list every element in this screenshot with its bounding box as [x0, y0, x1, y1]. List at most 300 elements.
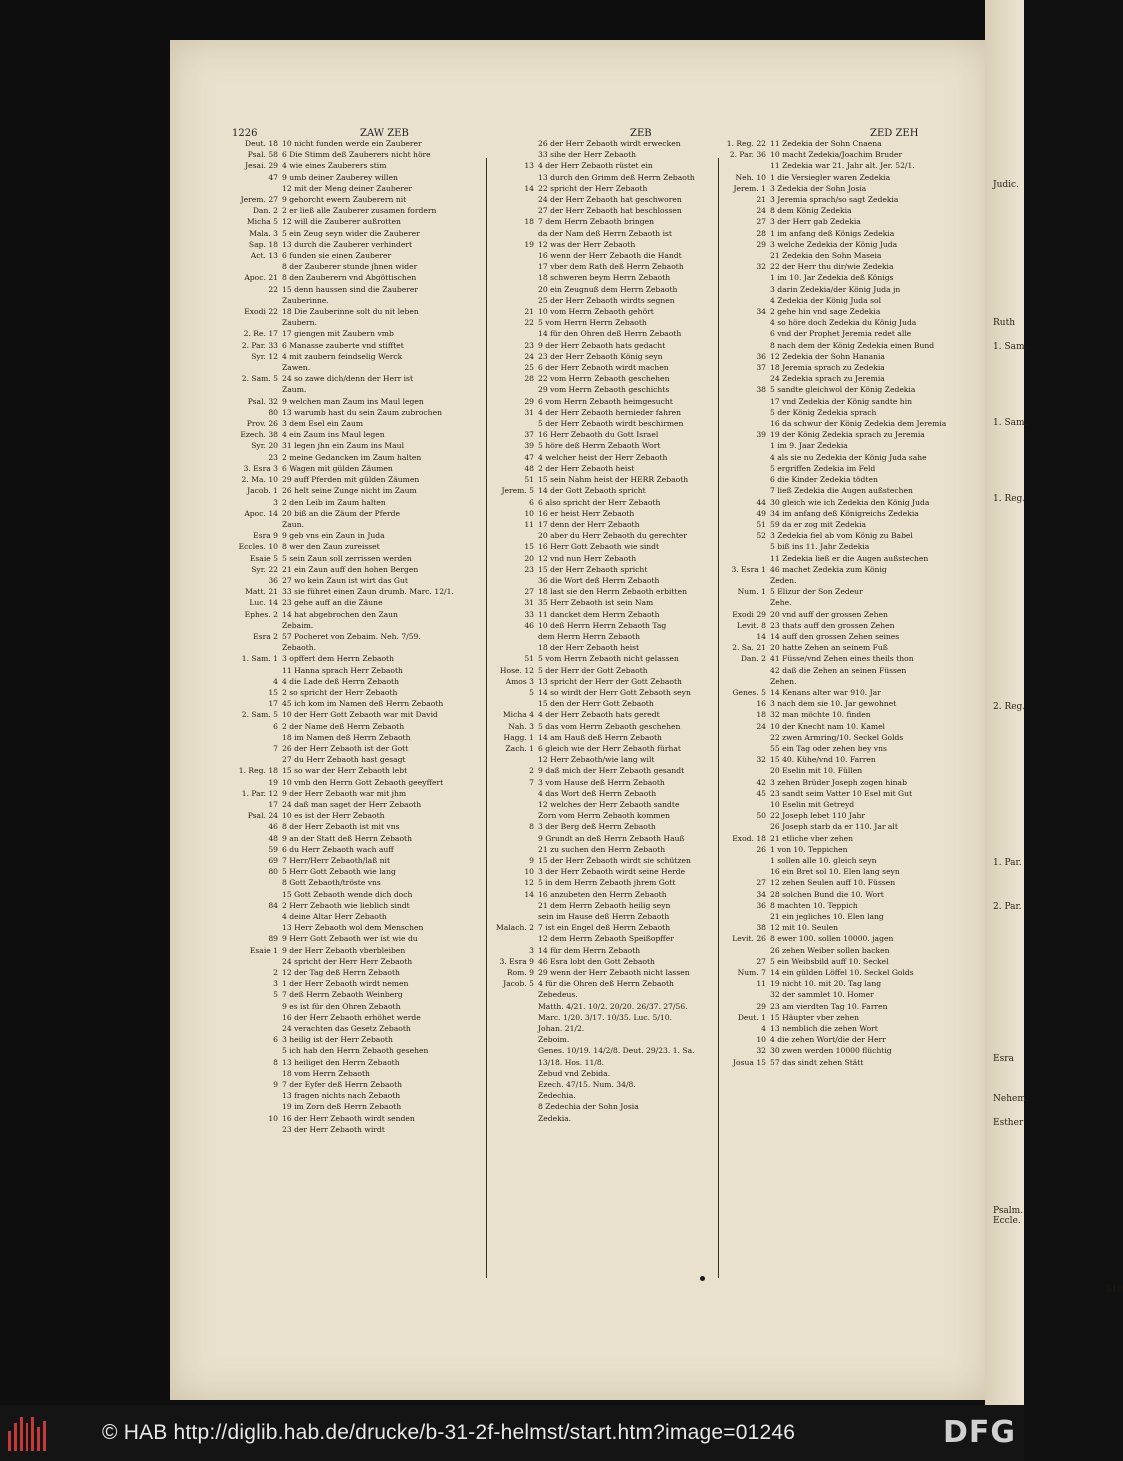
scripture-reference [488, 799, 538, 810]
entry-text: 4 so höre doch Zedekia du König Juda [770, 318, 917, 328]
entry-text: 3 Zedekia der Sohn Josia [770, 183, 867, 193]
entry-text: 11 Zedekia der Sohn Cnaena [770, 139, 882, 148]
index-entry [488, 497, 716, 508]
entry-text: 24 daß man saget der Herr Zebaoth [282, 799, 422, 809]
entry-text: Zeboim. [538, 1035, 570, 1045]
entry-text: 5 ein Weibsbild auff 10. Seckel [770, 956, 889, 966]
index-entry [488, 306, 716, 317]
entry-text: 5 der König Zedekia sprach [770, 407, 877, 417]
index-entry [232, 978, 484, 989]
scripture-reference: 23 [524, 340, 534, 350]
scripture-reference [232, 1101, 282, 1112]
index-entry [488, 754, 716, 765]
scripture-reference: Apoc. 21 [244, 273, 278, 283]
index-entry [488, 1034, 716, 1045]
index-entry [488, 1101, 716, 1112]
index-entry [488, 799, 716, 810]
scripture-reference: 2. Par. 33 [241, 340, 278, 350]
index-entry [488, 317, 716, 328]
index-entry [488, 877, 716, 888]
entry-text: 12 vnd nun Herr Zebaoth [538, 553, 637, 563]
entry-text: 15 so war der Herr Zebaoth lebt [282, 766, 408, 776]
index-entry [720, 328, 978, 339]
scripture-reference: 42 [756, 777, 766, 787]
entry-text: 21 Zedekia den Sohn Maseia [770, 251, 882, 261]
scripture-reference: Sap. 18 [248, 239, 278, 249]
facing-page-word: Nehem. [993, 1094, 1029, 1104]
index-entry [232, 945, 484, 956]
index-entry [232, 933, 484, 944]
entry-text: 21 zu suchen den Herrn Zebaoth [538, 844, 666, 854]
scripture-reference [720, 328, 770, 339]
entry-text: 24 so zawe dich/denn der Herr ist [282, 374, 414, 384]
index-entry [720, 384, 978, 395]
scripture-reference: 17 [268, 799, 278, 809]
index-entry [488, 900, 716, 911]
entry-text: 5 Elizur der Son Zedeur [770, 587, 863, 597]
entry-text: 32 man möchte 10. finden [770, 710, 871, 720]
index-entry [488, 631, 716, 642]
scripture-reference: 10 [524, 508, 534, 518]
index-entry [232, 911, 484, 922]
index-entry [232, 205, 484, 216]
entry-text: Zehe. [770, 598, 792, 608]
index-entry [232, 452, 484, 463]
scripture-reference: 21 [756, 195, 766, 205]
scripture-reference [488, 284, 538, 295]
scripture-reference [232, 384, 282, 395]
scripture-reference: Hose. 12 [499, 665, 534, 675]
scripture-reference: 12 [524, 878, 534, 888]
index-entry [720, 284, 978, 295]
scripture-reference [488, 295, 538, 306]
scripture-reference: Exodi 22 [244, 307, 278, 317]
index-entry [720, 676, 978, 687]
scripture-reference: Exod. 18 [732, 833, 766, 843]
index-entry [720, 553, 978, 564]
scripture-reference: 6 [273, 721, 278, 731]
entry-text: 20 hatte Zehen an seinem Fuß [770, 643, 888, 653]
scripture-reference [488, 698, 538, 709]
entry-text: 23 der Herr Zebaoth wirdt [282, 1124, 385, 1134]
index-entry [232, 642, 484, 653]
scripture-reference [488, 1023, 538, 1034]
entry-text: 3 dem Esel ein Zaum [282, 419, 364, 429]
index-entry [232, 284, 484, 295]
header-mid: ZEB [630, 128, 652, 139]
scripture-reference: Jesai. 29 [245, 161, 278, 171]
scripture-reference: Syr. 12 [251, 351, 278, 361]
index-entry [488, 418, 716, 429]
scripture-reference: 5 [529, 687, 534, 697]
scripture-reference [232, 732, 282, 743]
scripture-reference [488, 272, 538, 283]
entry-text: 12 welches der Herr Zebaoth sandte [538, 799, 680, 809]
index-entry [488, 855, 716, 866]
index-entry [488, 922, 716, 933]
scripture-reference [488, 261, 538, 272]
entry-text: 14 so wirdt der Herr Gott Zebaoth seyn [538, 687, 691, 697]
scripture-reference [720, 250, 770, 261]
entry-text: 26 der Herr Zebaoth ist der Gott [282, 743, 409, 753]
entry-text: 5 höre deß Herrn Zebaoth Wort [538, 441, 661, 451]
entry-text: 13 heiliget den Herrn Zebaoth [282, 1057, 400, 1067]
entry-text: 42 daß die Zehen an seinen Füssen [770, 665, 907, 675]
index-entry [720, 1057, 978, 1068]
scripture-reference [488, 844, 538, 855]
scripture-reference: 36 [756, 900, 766, 910]
entry-text: 11 Zedekia war 21. Jahr alt. Jer. 52/1. [770, 161, 915, 171]
index-entry [720, 844, 978, 855]
index-entry [488, 765, 716, 776]
scripture-reference: 89 [268, 934, 278, 944]
facing-page-word: Psalm. [993, 1206, 1024, 1216]
entry-text: 6 gleich wie der Herr Zebaoth fürhat [538, 743, 681, 753]
scripture-reference [720, 284, 770, 295]
index-entry [232, 922, 484, 933]
scripture-reference: 59 [268, 844, 278, 854]
index-entry [232, 440, 484, 451]
scripture-reference: 11 [756, 979, 766, 989]
scripture-reference: Psal. 32 [247, 396, 278, 406]
scripture-reference [488, 933, 538, 944]
index-entry [488, 978, 716, 989]
scripture-reference: 24 [756, 721, 766, 731]
entry-text: 6 funden sie einen Zauberer [282, 251, 392, 261]
index-entry [232, 1124, 484, 1135]
entry-text: 16 der Herr Zebaoth wirdt senden [282, 1113, 415, 1123]
scripture-reference: Apoc. 14 [244, 508, 278, 518]
index-entry [488, 620, 716, 631]
scripture-reference [720, 866, 770, 877]
facing-page-word: Esther [993, 1118, 1024, 1128]
entry-text: 5 vom Herrn Zebaoth nicht gelassen [538, 654, 679, 664]
entry-text: 5 vom Herrn Herrn Zebaoth [538, 318, 647, 328]
scripture-reference: 18 [524, 217, 534, 227]
entry-text: 13 spricht der Herr der Gott Zebaoth [538, 676, 682, 686]
header-left: ZAW ZEB [360, 128, 409, 139]
index-entry [488, 833, 716, 844]
index-entry [232, 777, 484, 788]
index-entry [232, 799, 484, 810]
scripture-reference: 3 [273, 497, 278, 507]
index-entry [720, 351, 978, 362]
entry-text: 13 durch die Zauberer verhindert [282, 239, 413, 249]
scripture-reference [488, 418, 538, 429]
scripture-reference: Exodi 29 [732, 609, 766, 619]
index-entry [232, 732, 484, 743]
scripture-reference: 28 [524, 374, 534, 384]
entry-text: 9 umb deiner Zauberey willen [282, 172, 398, 182]
scripture-reference: 39 [756, 430, 766, 440]
entry-text: 16 anzubeten den Herrn Zebaoth [538, 889, 667, 899]
index-entry [720, 586, 978, 597]
index-entry [232, 328, 484, 339]
entry-text: 15 sein Nahm heist der HERR Zebaoth [538, 475, 689, 485]
index-entry [720, 967, 978, 978]
index-entry [488, 239, 716, 250]
facing-page-word: 1. Reg. [993, 494, 1026, 504]
index-entry [488, 440, 716, 451]
index-entry [488, 362, 716, 373]
scripture-reference: Rom. 9 [506, 968, 534, 978]
scripture-reference [720, 911, 770, 922]
entry-text: 9 daß mich der Herr Zebaoth gesandt [538, 766, 685, 776]
scripture-reference: 11 [524, 519, 534, 529]
scripture-reference [488, 911, 538, 922]
index-entry [720, 250, 978, 261]
scripture-reference [720, 989, 770, 1000]
index-entry [720, 541, 978, 552]
entry-text: 15 Häupter vber zehen [770, 1012, 860, 1022]
entry-text: 26 Joseph starb da er 110. Jar alt [770, 822, 898, 832]
index-entry [232, 833, 484, 844]
scripture-reference [488, 205, 538, 216]
scripture-reference: 25 [524, 363, 534, 373]
index-entry [232, 295, 484, 306]
entry-text: 8 ewer 100. sollen 10000. jagen [770, 934, 894, 944]
index-entry [488, 553, 716, 564]
index-entry [720, 317, 978, 328]
entry-text: 3 vom Hause deß Herrn Zebaoth [538, 777, 665, 787]
scripture-reference: 7 [529, 777, 534, 787]
scripture-reference [720, 160, 770, 171]
scripture-reference: 24 [756, 206, 766, 216]
index-entry [232, 272, 484, 283]
scripture-reference [488, 1090, 538, 1101]
index-entry [720, 340, 978, 351]
entry-text: 18 vom Herrn Zebaoth [282, 1068, 370, 1078]
index-entry [720, 261, 978, 272]
entry-text: 7 deß Herrn Zebaoth Weinberg [282, 990, 403, 1000]
entry-text: 8 nach dem der König Zedekia einen Bund [770, 340, 935, 350]
index-entry [488, 665, 716, 676]
column-divider [486, 158, 487, 1278]
entry-text: Zedekia. [538, 1113, 572, 1123]
entry-text: 14 auff den grossen Zehen seines [770, 631, 900, 641]
scripture-reference: 31 [524, 598, 534, 608]
index-entry [232, 564, 484, 575]
facing-page-edge [985, 0, 1029, 1405]
scripture-reference: 1. Sam. 1 [241, 654, 278, 664]
entry-text: 4 ein Zaum ins Maul legen [282, 430, 385, 440]
index-column-2 [488, 138, 716, 1278]
entry-text: 22 zwen Armring/10. Seckel Golds [770, 732, 904, 742]
index-entry [232, 900, 484, 911]
viewer-footer [0, 1405, 1024, 1461]
entry-text: 13/18. Hos. 11/8. [538, 1057, 605, 1067]
index-entry [720, 597, 978, 608]
entry-text: 5 der Herr Zebaoth wirdt beschirmen [538, 419, 684, 429]
entry-text: 10 nicht funden werde ein Zauberer [282, 139, 422, 148]
scripture-reference: 52 [756, 531, 766, 541]
entry-text: 31 legen jhn ein Zaum ins Maul [282, 441, 404, 451]
entry-text: 1 die Versiegler waren Zedekia [770, 172, 891, 182]
entry-text: 14 ein gülden Löffel 10. Seckel Golds [770, 968, 914, 978]
index-entry [720, 362, 978, 373]
scripture-reference: 44 [756, 497, 766, 507]
entry-text: 21 dem Herrn Zebaoth heilig seyn [538, 900, 671, 910]
entry-text: 4 die zehen Wort/die der Herr [770, 1035, 886, 1045]
entry-text: 3 der Berg deß Herrn Zebaoth [538, 822, 656, 832]
entry-text: 32 der sammlet 10. Homer [770, 990, 874, 1000]
entry-text: 59 da er zog mit Zedekia [770, 519, 867, 529]
copyright-link[interactable]: © HAB http://diglib.hab.de/drucke/b-31-2f-helmst/start.htm?image=01246 [102, 1421, 796, 1444]
index-entry [720, 216, 978, 227]
entry-text: 17 vnd Zedekia der König sandte hin [770, 396, 913, 406]
entry-text: 9 der Herr Zebaoth hats gedacht [538, 340, 666, 350]
scripture-reference: 32 [756, 262, 766, 272]
scripture-reference: 34 [756, 307, 766, 317]
entry-text: 7 Herr/Herr Zebaoth/laß nit [282, 856, 391, 865]
entry-text: 18 Jeremia sprach zu Zedekia [770, 363, 885, 373]
entry-text: Zebaim. [282, 620, 314, 630]
scripture-reference: 33 [524, 609, 534, 619]
scripture-reference: Hagg. 1 [503, 732, 534, 742]
index-entry [488, 1113, 716, 1124]
entry-text: 17 denn der Herr Zebaoth [538, 519, 640, 529]
index-entry [488, 676, 716, 687]
entry-text: 24 der Herr Zebaoth hat geschworen [538, 195, 682, 205]
index-entry [232, 172, 484, 183]
entry-text: 7 dem Herrn Zebaoth bringen [538, 217, 655, 227]
scripture-reference [232, 1068, 282, 1079]
entry-text: 16 wenn der Herr Zebaoth die Handt [538, 251, 682, 261]
scripture-reference: 32 [756, 755, 766, 765]
scripture-reference [720, 597, 770, 608]
scripture-reference: Jerem. 5 [501, 486, 534, 496]
scripture-reference: 27 [756, 878, 766, 888]
scripture-reference: 29 [756, 239, 766, 249]
scripture-reference: 48 [524, 463, 534, 473]
index-entry [232, 743, 484, 754]
scripture-reference [488, 1045, 538, 1056]
index-entry [488, 933, 716, 944]
scripture-reference: 1. Reg. 18 [238, 766, 278, 776]
scripture-reference [232, 1012, 282, 1023]
scripture-reference [488, 1012, 538, 1023]
index-entry [720, 205, 978, 216]
scripture-reference [232, 1023, 282, 1034]
entry-text: 9 an der Statt deß Herrn Zebaoth [282, 833, 412, 843]
scripture-reference: 4 [761, 1024, 766, 1034]
scripture-reference: Ephes. 2 [244, 609, 278, 619]
entry-text: 9 geb vns ein Zaun in Juda [282, 531, 385, 541]
index-entry [232, 474, 484, 485]
scripture-reference [488, 172, 538, 183]
scripture-reference: 29 [756, 1001, 766, 1011]
index-entry [488, 1068, 716, 1079]
scripture-reference [232, 1124, 282, 1135]
entry-text: 13 durch den Grimm deß Herrn Zebaoth [538, 172, 695, 182]
index-entry [720, 1023, 978, 1034]
entry-text: 14 für den Ohren deß Herrn Zebaoth [538, 329, 682, 339]
entry-text: 33 sie führet einen Zaun drumb. Marc. 12/1. [282, 587, 454, 597]
scripture-reference: 10 [268, 1113, 278, 1123]
index-entry [720, 519, 978, 530]
scripture-reference: 27 [756, 217, 766, 227]
index-entry [232, 889, 484, 900]
entry-text: 12 zehen Seulen auff 10. Füssen [770, 878, 896, 888]
entry-text: 7 ließ Zedekia die Augen außstechen [770, 486, 913, 496]
scripture-reference: 49 [756, 508, 766, 518]
entry-text: 4 deine Altar Herr Zebaoth [282, 912, 387, 922]
entry-text: dem Herrn Herrn Zebaoth [538, 631, 641, 641]
entry-text: 55 ein Tag oder zehen bey vns [770, 743, 887, 753]
entry-text: 10 es ist der Herr Zebaoth [282, 811, 385, 821]
index-entry [232, 1068, 484, 1079]
entry-text: 16 ein Bret sol 10. Elen lang seyn [770, 867, 900, 877]
index-entry [488, 138, 716, 149]
index-entry [488, 989, 716, 1000]
entry-text: 9 es ist für den Ohren Zebaoth [282, 1001, 401, 1011]
index-entry [232, 1079, 484, 1090]
entry-text: 14 für dem Herrn Zebaoth [538, 945, 641, 955]
entry-text: 1 im 10. Jar Zedekia deß Königs [770, 273, 894, 283]
entry-text: 9 gehorcht ewern Zauberern nit [282, 195, 407, 205]
scripture-reference: 46 [268, 822, 278, 832]
entry-text: Zawen. [282, 363, 311, 373]
scripture-reference: 32 [756, 1046, 766, 1056]
scripture-reference [488, 228, 538, 239]
index-entry [488, 351, 716, 362]
entry-text: 22 vom Herrn Zebaoth geschehen [538, 374, 670, 384]
entry-text: 26 helt seine Zunge nicht im Zaum [282, 486, 417, 496]
entry-text: 23 thats auff den grossen Zehen [770, 620, 895, 630]
index-entry [232, 1045, 484, 1056]
scripture-reference: Mala. 3 [249, 228, 278, 238]
scripture-reference: 51 [524, 654, 534, 664]
index-entry [488, 474, 716, 485]
entry-text: 27 der Herr Zebaoth hat beschlossen [538, 206, 682, 216]
scripture-reference [720, 440, 770, 451]
index-entry [488, 1079, 716, 1090]
scripture-reference [488, 631, 538, 642]
entry-text: 10 macht Zedekia/Joachim Bruder [770, 150, 903, 160]
scripture-reference: Matt. 21 [245, 587, 278, 597]
entry-text: Zaum. [282, 385, 307, 395]
index-entry [488, 709, 716, 720]
scripture-reference: Dan. 2 [252, 206, 278, 216]
entry-text: 15 der Herr Zebaoth spricht [538, 564, 648, 574]
scripture-reference: 14 [756, 631, 766, 641]
scripture-reference [720, 665, 770, 676]
index-entry [720, 1012, 978, 1023]
index-entry [488, 284, 716, 295]
entry-text: 11 Zedekia ließ er die Augen außstechen [770, 553, 929, 563]
entry-text: 6 Die Stimm deß Zauberers nicht höre [282, 150, 431, 160]
entry-text: 11 Hanna sprach Herr Zebaoth [282, 665, 403, 675]
index-entry [720, 485, 978, 496]
entry-text: 18 last sie den Herrn Zebaoth erbitten [538, 587, 687, 597]
scripture-reference: Deut. 18 [244, 139, 278, 148]
entry-text: 5 ich hab den Herrn Zebaoth gesehen [282, 1046, 429, 1056]
scripture-reference [488, 138, 538, 149]
entry-text: Zebedeus. [538, 990, 578, 1000]
scripture-reference: 46 [524, 620, 534, 630]
index-entry [232, 138, 484, 149]
index-entry [720, 373, 978, 384]
scripture-reference [720, 452, 770, 463]
index-entry [488, 519, 716, 530]
scripture-reference [232, 620, 282, 631]
scripture-reference [720, 373, 770, 384]
entry-text: 2 er ließ alle Zauberer zusamen fordern [282, 206, 437, 216]
scripture-reference: Esra 9 [253, 531, 278, 541]
entry-text: 33 sihe der Herr Zebaoth [538, 150, 637, 160]
entry-text: 26 der Herr Zebaoth wirdt erwecken [538, 139, 681, 148]
entry-text: 29 auff Pferden mit gülden Zäumen [282, 475, 420, 485]
